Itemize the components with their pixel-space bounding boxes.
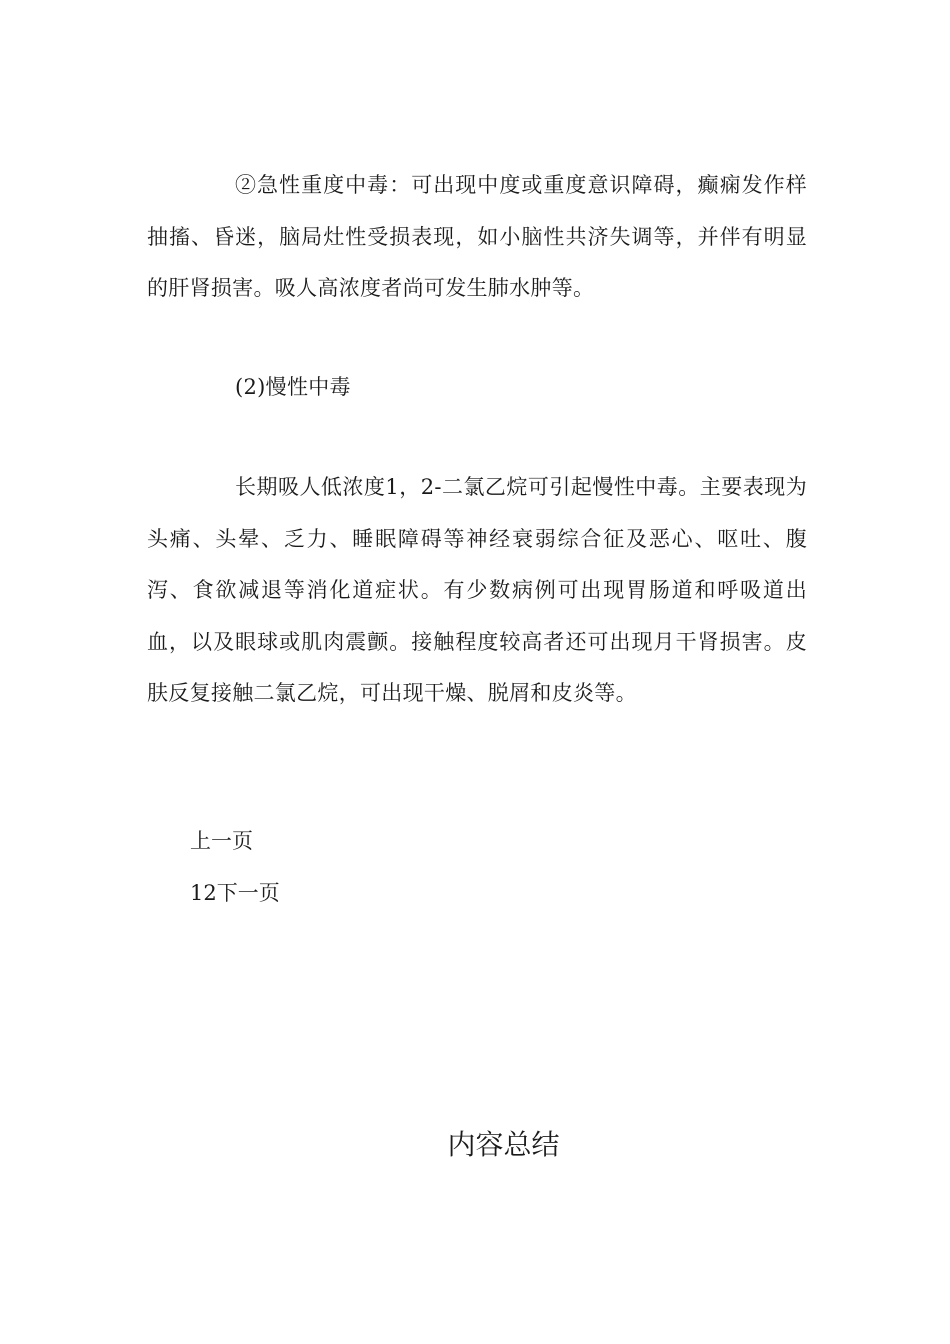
prev-page-link[interactable]: 上一页 <box>190 829 253 853</box>
next-page-link[interactable]: 12下一页 <box>190 881 280 905</box>
paragraph-chronic-poisoning: 长期吸人低浓度1，2-二氯乙烷可引起慢性中毒。主要表现为头痛、头晕、乏力、睡眠障碍等神经衰弱综合征及恶心、呕吐、腹泻、食欲减退等消化道症状。有少数病例可出现胃肠道和呼吸道出血，以及眼球或肌肉震颤。接触程度较高者还可出现月干肾损害。皮肤反复接触二氯乙烷，可出现干燥、脱屑和皮炎等。 <box>147 475 807 705</box>
summary-title: 内容总结 <box>447 1128 560 1161</box>
paragraph-acute-severe-poisoning: ②急性重度中毒：可出现中度或重度意识障碍，癫痫发作样抽搐、昏迷，脑局灶性受损表现，如小脑性共济失调等，并伴有明显的肝肾损害。吸人高浓度者尚可发生肺水肿等。 <box>147 173 807 300</box>
heading-chronic-poisoning: (2)慢性中毒 <box>235 375 351 399</box>
